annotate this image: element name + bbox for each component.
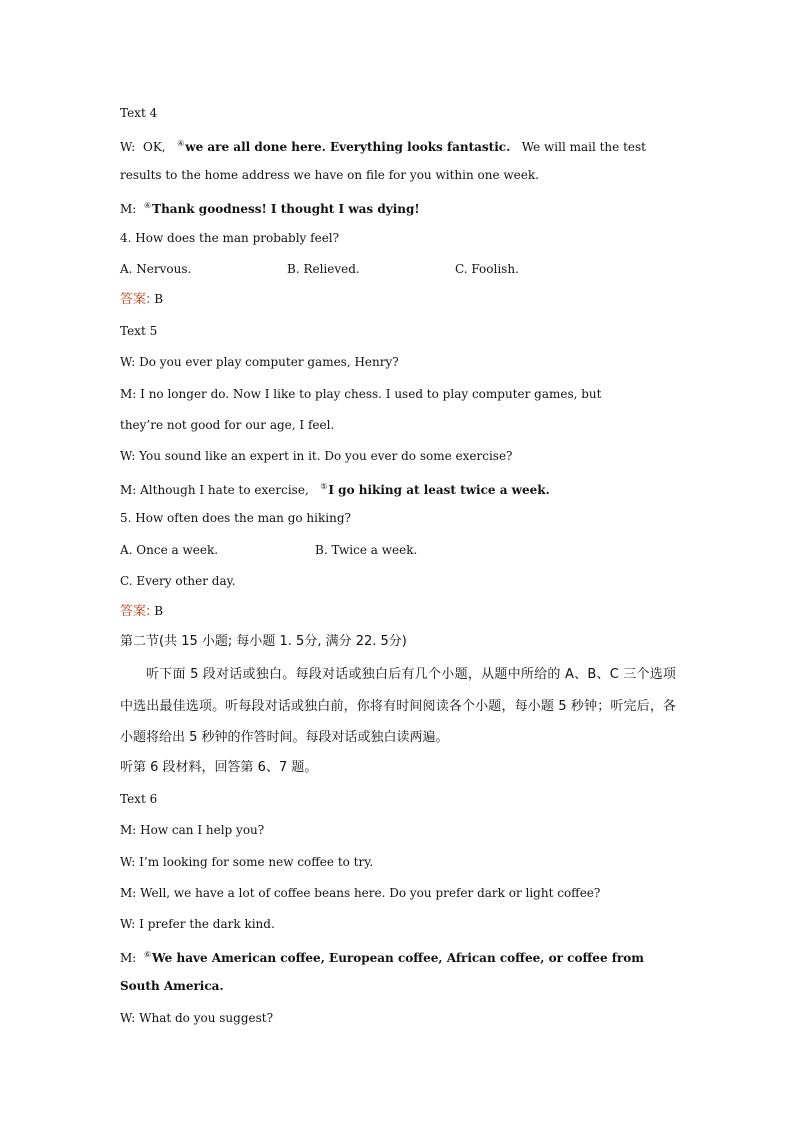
text4-line-1-highlight: we are all done here. Everything looks fantastic. xyxy=(185,140,511,154)
option-a: A. Nervous. xyxy=(120,262,192,276)
answer-label: 答案: xyxy=(120,292,151,307)
text4-heading: Text 4 xyxy=(120,106,158,120)
question-5-options-ab xyxy=(120,541,676,559)
text5-line-4-pre: M: Although I hate to exercise, xyxy=(120,483,309,497)
circled-number-marker: ⑤ xyxy=(320,482,328,491)
speaker-label: M: xyxy=(120,951,137,965)
text6-line-1: M: How can I help you? xyxy=(120,823,265,837)
answer-5 xyxy=(120,602,676,621)
text5-line-2b: they’re not good for our age, I feel. xyxy=(120,418,335,432)
text6-line-2: W: I’m looking for some new coffee to try. xyxy=(120,855,374,869)
section-2-note: 听第 6 段材料，回答第 6、7 题。 xyxy=(120,760,318,775)
text4-line-3-highlight: Thank goodness! I thought I was dying! xyxy=(152,202,420,216)
option-a: A. Once a week. xyxy=(120,543,219,557)
speaker-label: W: xyxy=(120,140,136,154)
option-b: B. Relieved. xyxy=(287,262,360,276)
text4-line-3 xyxy=(120,197,676,218)
text5-line-1: W: Do you ever play computer games, Henry? xyxy=(120,355,399,369)
text5-heading: Text 5 xyxy=(120,324,158,338)
text5-line-3: W: You sound like an expert in it. Do you ever do some exercise? xyxy=(120,449,513,463)
option-c: C. Every other day. xyxy=(120,574,236,588)
text4-line-1 xyxy=(120,135,676,156)
circled-number-marker: ④ xyxy=(143,201,152,210)
text6-line-5-highlight: We have American coffee, European coffee, African coffee, or coffee from xyxy=(152,951,644,965)
question-4-options xyxy=(120,260,676,278)
answer-label: 答案: xyxy=(120,604,151,619)
section-2-instructions: 听下面 5 段对话或独白。每段对话或独白后有几个小题，从题中所给的 A、B、C 三个选项中选出最佳选项。听每段对话或独白前，你将有时间阅读各个小题，每小题 5 秒钟；听完后，各小题将给出 5 秒钟的作答时间。每段对话或独白读两遍。 xyxy=(120,667,676,745)
answer-4 xyxy=(120,290,676,309)
circled-number-marker: ④ xyxy=(177,139,185,148)
answer-value: B xyxy=(154,292,164,306)
text6-line-6: South America. xyxy=(120,979,224,993)
text5-line-4 xyxy=(120,478,676,499)
question-5: 5. How often does the man go hiking? xyxy=(120,511,351,525)
text6-line-4: W: I prefer the dark kind. xyxy=(120,917,275,931)
answer-value: B xyxy=(154,604,164,618)
question-4: 4. How does the man probably feel? xyxy=(120,231,340,245)
circled-number-marker: ⑥ xyxy=(143,950,152,959)
text4-line-2: results to the home address we have on file for you within one week. xyxy=(120,168,539,182)
text4-line-1-pre: OK, xyxy=(142,140,166,154)
section-2-title: 第二节(共 15 小题; 每小题 1. 5分, 满分 22. 5分) xyxy=(120,634,407,649)
speaker-label: M: xyxy=(120,202,137,216)
text6-heading: Text 6 xyxy=(120,792,158,806)
text4-line-1-rest: We will mail the test xyxy=(521,140,646,154)
option-c: C. Foolish. xyxy=(455,262,519,276)
text5-line-2a: M: I no longer do. Now I like to play chess. I used to play computer games, but xyxy=(120,387,602,401)
text6-line-5 xyxy=(120,946,676,967)
text6-line-3: M: Well, we have a lot of coffee beans here. Do you prefer dark or light coffee? xyxy=(120,886,601,900)
text6-line-7: W: What do you suggest? xyxy=(120,1011,274,1025)
text5-line-4-highlight: I go hiking at least twice a week. xyxy=(328,483,550,497)
option-b: B. Twice a week. xyxy=(315,543,418,557)
